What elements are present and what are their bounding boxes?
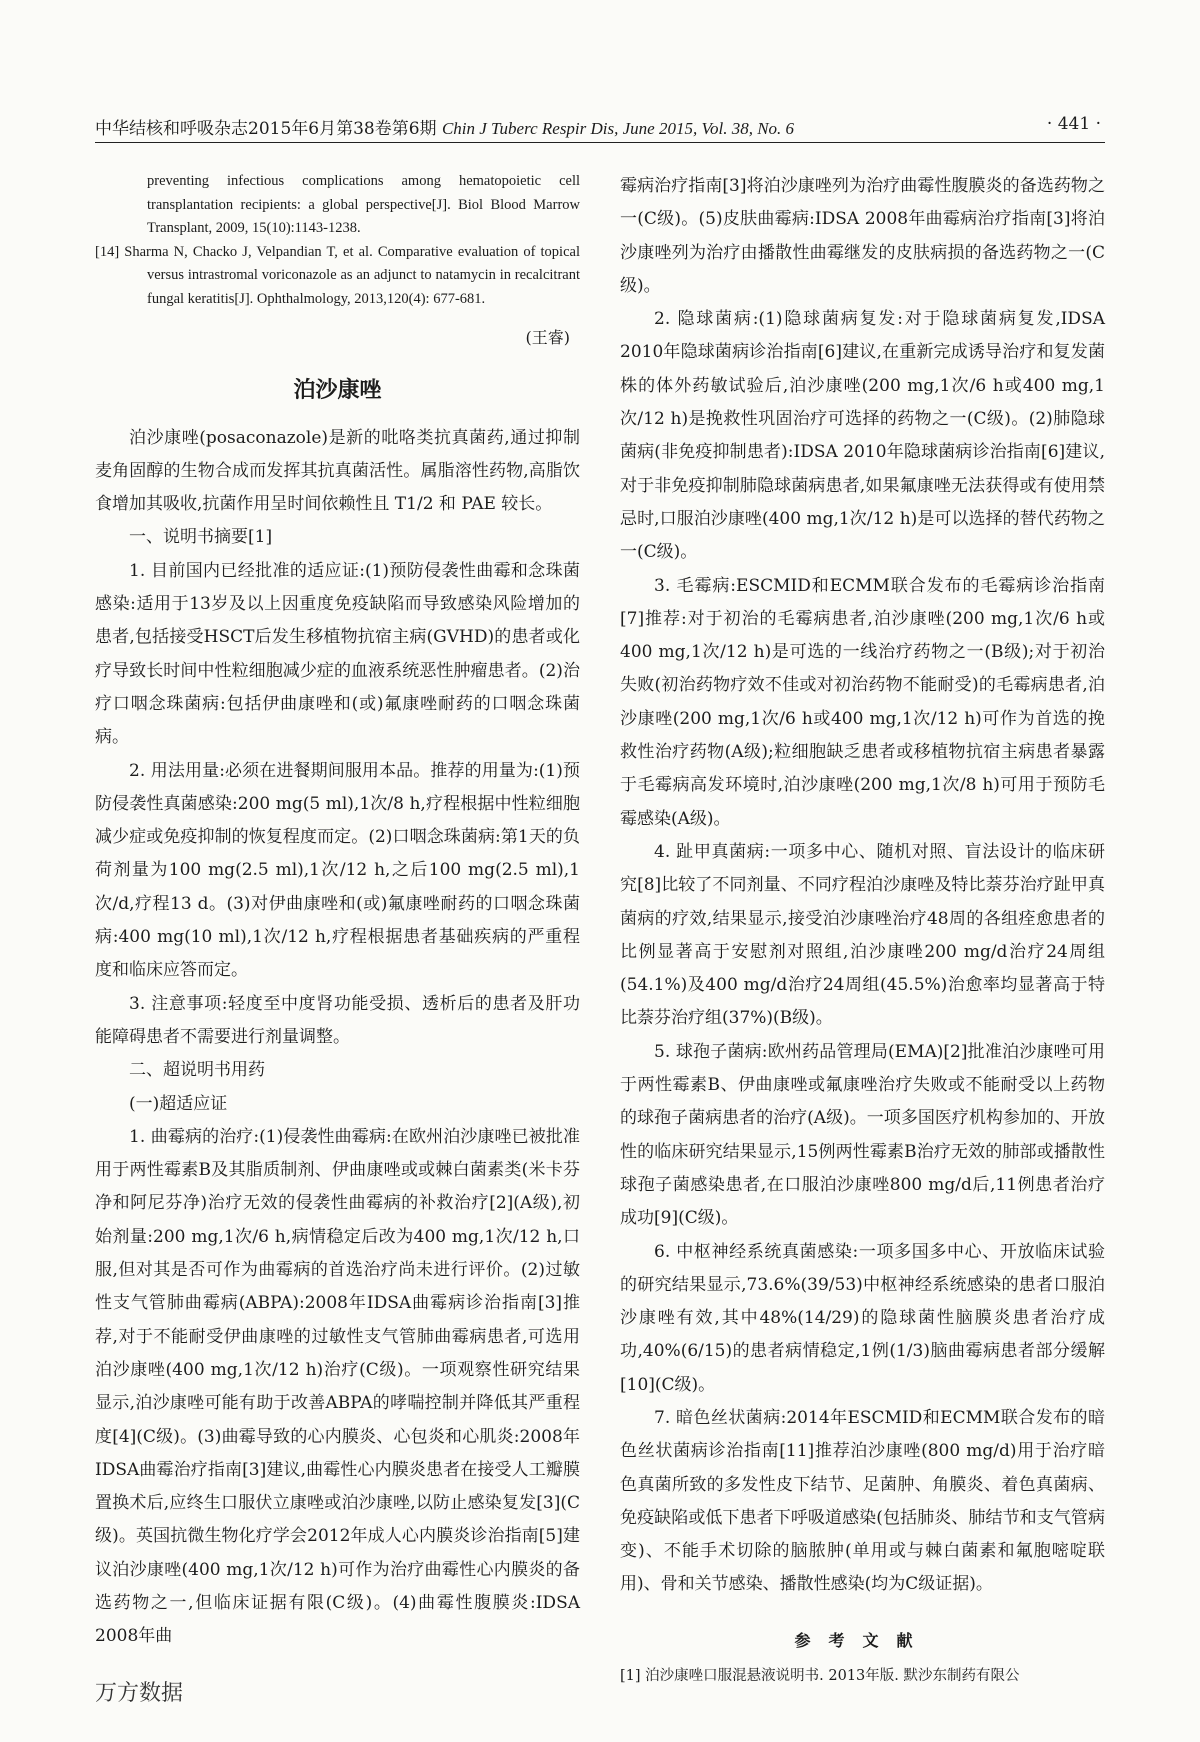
author-signature: (王睿) bbox=[525, 328, 570, 347]
footer-watermark: 万方数据 bbox=[95, 1681, 184, 1706]
header-journal-cn: 中华结核和呼吸杂志2015年6月第38卷第6期 bbox=[95, 119, 437, 139]
paragraph-dosage: 2. 用法用量:必须在进餐期间服用本品。推荐的用量为:(1)预防侵袭性真菌感染:200 mg(5 ml),1次/8 h,疗程根据中性粒细胞减少症或免疫抑制的恢复程度而定。(2)口咽念珠菌病:第1天的负荷剂量为100 mg(2.5 ml),1次/12 h,之后100 mg(2.5 ml),1次/d,疗程13 d。(3)对伊曲康唑和(或)氟康唑耐药的口咽念珠菌病:400 mg(10 ml),1次/12 h,疗程根据患者基础疾病的严重程度和临床应答而定。 bbox=[95, 760, 580, 981]
article-title: 泊沙康唑 bbox=[293, 377, 382, 404]
paragraph-onychomycosis: 4. 趾甲真菌病:一项多中心、随机对照、盲法设计的临床研究[8]比较了不同剂量、不同疗程泊沙康唑及特比萘芬治疗趾甲真菌病的疗效,结果显示,接受泊沙康唑治疗48周的各组痊愈患者的比例显著高于安慰剂对照组,泊沙康唑200 mg/d治疗24周组(54.1%)及400 mg/d治疗24周组(45.5%)治愈率均显著高于特比萘芬治疗组(37%)(B级)。 bbox=[620, 841, 1105, 1029]
header-journal bbox=[95, 114, 794, 139]
reference-14: [14] Sharma N, Chacko J, Velpandian T, et al. Comparative evaluation of topical versus intrastromal voriconazole as an adjunct to natamycin in recalcitrant fungal keratitis[J]. Ophthalmology, 2013,120(4): 677-681. bbox=[95, 243, 580, 307]
paragraph-precautions: 3. 注意事项:轻度至中度肾功能受损、透析后的患者及肝功能障碍患者不需要进行剂量调整。 bbox=[95, 993, 580, 1047]
paragraph-cns-infection: 6. 中枢神经系统真菌感染:一项多国多中心、开放临床试验的研究结果显示,73.6%(39/53)中枢神经系统感染的患者口服泊沙康唑有效,其中48%(14/29)的隐球菌性脑膜炎患者治疗成功,40%(6/15)的患者病情稳定,1例(1/3)脑曲霉病患者部分缓解[10](C级)。 bbox=[620, 1241, 1105, 1395]
section-heading-2-1: (一)超适应证 bbox=[129, 1093, 228, 1114]
section-heading-1: 一、说明书摘要[1] bbox=[129, 527, 273, 548]
intro-paragraph: 泊沙康唑(posaconazole)是新的吡咯类抗真菌药,通过抑制麦角固醇的生物合成而发挥其抗真菌活性。属脂溶性药物,高脂饮食增加其吸收,抗菌作用呈时间依赖性且 T1/2 和 PAE 较长。 bbox=[95, 427, 580, 515]
right-column bbox=[620, 170, 1105, 1688]
section-heading-2: 二、超说明书用药 bbox=[129, 1060, 265, 1081]
paragraph-aspergillosis: 1. 曲霉病的治疗:(1)侵袭性曲霉病:在欧州泊沙康唑已被批准用于两性霉素B及其脂质制剂、伊曲康唑或或棘白菌素类(米卡芬净和阿尼芬净)治疗无效的侵袭性曲霉病的补救治疗[2](A级),初始剂量:200 mg,1次/6 h,病情稳定后改为400 mg,1次/12 h,口服,但对其是否可作为曲霉病的首选治疗尚未进行评价。(2)过敏性支气管肺曲霉病(ABPA):2008年IDSA曲霉病诊治指南[3]推荐,对于不能耐受伊曲康唑的过敏性支气管肺曲霉病患者,可选用泊沙康唑(400 mg,1次/12 h)治疗(C级)。一项观察性研究结果显示,泊沙康唑可能有助于改善ABPA的哮喘控制并降低其严重程度[4](C级)。(3)曲霉导致的心内膜炎、心包炎和心肌炎:2008年IDSA曲霉治疗指南[3]建议,曲霉性心内膜炎患者在接受人工瓣膜置换术后,应终生口服伏立康唑或泊沙康唑,以防止感染复发[3](C级)。英国抗微生物化疗学会2012年成人心内膜炎诊治指南[5]建议泊沙康唑(400 mg,1次/12 h)可作为治疗曲霉性心内膜炎的备选药物之一,但临床证据有限(C级)。(4)曲霉性腹膜炎:IDSA 2008年曲 bbox=[95, 1126, 580, 1647]
paragraph-cryptococcosis: 2. 隐球菌病:(1)隐球菌病复发:对于隐球菌病复发,IDSA 2010年隐球菌病诊治指南[6]建议,在重新完成诱导治疗和复发菌株的体外药敏试验后,泊沙康唑(200 mg,1次/6 h或400 mg,1次/12 h)是挽救性巩固治疗可选择的药物之一(C级)。(2)肺隐球菌病(非免疫抑制患者):IDSA 2010年隐球菌病诊治指南[6]建议,对于非免疫抑制肺隐球菌病患者,如果氟康唑无法获得或有使用禁忌时,口服泊沙康唑(400 mg,1次/12 h)是可以选择的替代药物之一(C级)。 bbox=[620, 309, 1105, 563]
left-column bbox=[95, 170, 580, 1654]
paragraph-coccidioidomycosis: 5. 球孢子菌病:欧州药品管理局(EMA)[2]批准泊沙康唑可用于两性霉素B、伊曲康唑或氟康唑治疗失败或不能耐受以上药物的球孢子菌病患者的治疗(A级)。一项多国医疗机构参加的、开放性的临床研究结果显示,15例两性霉素B治疗无效的肺部或播散性球孢子菌感染患者,在口服泊沙康唑800 mg/d后,11例患者治疗成功[9](C级)。 bbox=[620, 1041, 1105, 1229]
reference-13-continued: preventing infectious complications among hematopoietic cell transplantation recipients: a global perspective[J]. Biol Blood Marrow Transplant, 2009, 15(10):1143-1238. bbox=[147, 173, 580, 236]
paragraph-indications: 1. 目前国内已经批准的适应证:(1)预防侵袭性曲霉和念珠菌感染:适用于13岁及以上因重度免疫缺陷而导致感染风险增加的患者,包括接受HSCT后发生移植物抗宿主病(GVHD)的患者或化疗导致长时间中性粒细胞减少症的血液系统恶性肿瘤患者。(2)治疗口咽念珠菌病:包括伊曲康唑和(或)氟康唑耐药的口咽念珠菌病。 bbox=[95, 560, 580, 748]
references-heading: 参考文献 bbox=[794, 1630, 931, 1650]
header-journal-en: Chin J Tuberc Respir Dis, June 2015, Vol. 38, No. 6 bbox=[441, 119, 795, 138]
paragraph-mucormycosis: 3. 毛霉病:ESCMID和ECMM联合发布的毛霉病诊治指南[7]推荐:对于初治的毛霉病患者,泊沙康唑(200 mg,1次/6 h或400 mg,1次/12 h)是可选的一线治疗药物之一(B级);对于初治失败(初治药物疗效不佳或对初治药物不能耐受)的毛霉病患者,泊沙康唑(200 mg,1次/6 h或400 mg,1次/12 h)可作为首选的挽救性治疗药物(A级);粒细胞缺乏患者或移植物抗宿主病患者暴露于毛霉病高发环境时,泊沙康唑(200 mg,1次/8 h)可用于预防毛霉感染(A级)。 bbox=[620, 575, 1105, 829]
page-number: · 441 · bbox=[1046, 114, 1101, 134]
paragraph-phaeohyphomycosis: 7. 暗色丝状菌病:2014年ESCMID和ECMM联合发布的暗色丝状菌病诊治指南[11]推荐泊沙康唑(800 mg/d)用于治疗暗色真菌所致的多发性皮下结节、足菌肿、角膜炎、着色真菌病、免疫缺陷或低下患者下呼吸道感染(包括肺炎、肺结节和支气管病变)、不能手术切除的脑脓肿(单用或与棘白菌素和氟胞嘧啶联用)、骨和关节感染、播散性感染(均为C级证据)。 bbox=[620, 1407, 1105, 1595]
running-header bbox=[95, 112, 1105, 143]
paragraph-aspergillosis-cont: 霉病治疗指南[3]将泊沙康唑列为治疗曲霉性腹膜炎的备选药物之一(C级)。(5)皮肤曲霉病:IDSA 2008年曲霉病治疗指南[3]将泊沙康唑列为治疗由播散性曲霉继发的皮肤病损的备选药物之一(C级)。 bbox=[620, 176, 1105, 296]
reference-1: [1] 泊沙康唑口服混悬液说明书. 2013年版. 默沙东制药有限公 bbox=[620, 1668, 1020, 1685]
